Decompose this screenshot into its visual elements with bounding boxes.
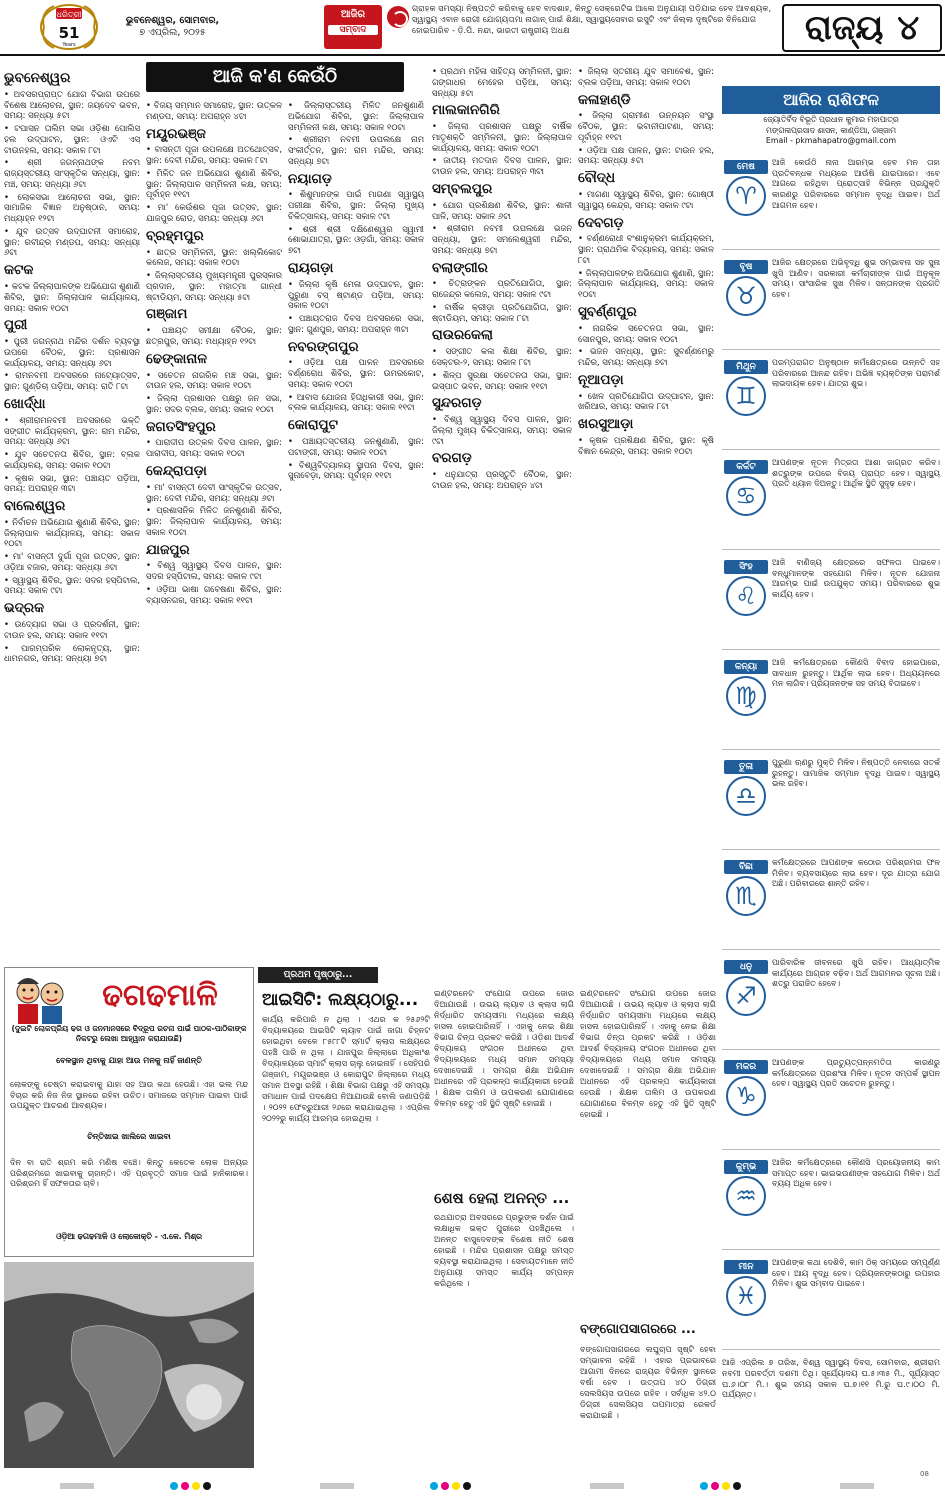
event-item: • ଯୁବ ସଚେତନତା ଶିବିର, ସ୍ଥାନ: ବ୍ଲକ କାର୍ଯ୍ୟାଳୟ, ସମୟ: ସକାଳ ୧୦ଟା	[4, 449, 140, 471]
event-item: • ନାଗରିକ ସଚେତନତା ସଭା, ସ୍ଥାନ: ସୋନପୁର, ସମୟ: ସକାଳ ୧୦ଟା	[578, 323, 714, 345]
event-item: • ଜିଲ୍ଲା କୃଷି ମେଳା ଉଦ୍‌ଘାଟନ, ସ୍ଥାନ: ପୁରୁଣା ବସ୍ ଷ୍ଟାଣ୍ଡ ପଡ଼ିଆ, ସମୟ: ସକାଳ ୧୦ଟା	[288, 279, 424, 311]
city-heading: ବରଗଡ଼	[432, 450, 472, 467]
event-item: • ବିଶ୍ୱ ସ୍ୱାସ୍ଥ୍ୟ ଦିବସ ପାଳନ, ସ୍ଥାନ: ସଦର ହସ୍ପିଟାଲ, ସମୟ: ସକାଳ ୯ଟା	[146, 560, 282, 582]
registration-bar	[590, 1483, 624, 1489]
city-heading: ବାଲେଶ୍ୱର	[4, 498, 66, 514]
city-heading: କଟକ	[4, 262, 34, 279]
sign-name: ମୀନ	[724, 1260, 768, 1274]
city-heading: ମାଲକାନଗିରି	[432, 102, 500, 119]
proverb-heading: ବେଳସ୍ଥାନ ଥିବାକୁ ଯାହା ଆଉ ମନକୁ ନାହିଁ ଜାଣନ୍ତି	[56, 1056, 202, 1065]
zodiac-icon: ♓	[726, 1276, 766, 1316]
event-item: • ବିଶ୍ୱ ସ୍ୱାସ୍ଥ୍ୟ ଦିବସ ପାଳନ, ସ୍ଥାନ: ଜିଲ୍ଲା ମୁଖ୍ୟ ଚିକିତ୍ସାଳୟ, ସମୟ: ସକାଳ ୯ଟା	[432, 414, 572, 446]
horoscope-sign	[722, 656, 940, 750]
event-item: • କୃଷକ ପ୍ରଶିକ୍ଷଣ ଶିବିର, ସ୍ଥାନ: କୃଷି ବିଜ୍ଞାନ କେନ୍ଦ୍ର, ସମୟ: ସକାଳ ୧୦ଟା	[578, 435, 714, 457]
sign-name: ଧନୁ	[724, 960, 768, 974]
satellite-weather-image	[4, 1262, 254, 1468]
event-item: • ଖେଳ ପ୍ରତିଯୋଗିତା ଉଦ୍‌ଘାଟନ, ସ୍ଥାନ: ଖରିଆର, ସମୟ: ସକାଳ ୮ଟା	[578, 391, 714, 413]
city-heading: ବଲାଙ୍ଗୀର	[432, 259, 488, 276]
print-registration-strip	[0, 1474, 945, 1497]
event-item: • ଜିଲ୍ଲାସ୍ତରୀୟ ମୁଖ୍ୟମନ୍ତ୍ରୀ ପୁରସ୍କାର ପ୍ରଦାନ, ସ୍ଥାନ: ମହାତ୍ମା ଗାନ୍ଧୀ ଷ୍ଟାଡିୟମ, ସମୟ: ସନ୍ଧ୍ୟା ୫ଟା	[146, 270, 282, 302]
event-item: • ଶିଳ୍ପ ସୁରକ୍ଷା ସଚେତନତା ସଭା, ସ୍ଥାନ: ଇସ୍ପାତ ଭବନ, ସମୟ: ସକାଳ ୧୧ଟା	[432, 370, 572, 392]
event-item: • ବିଶ୍ୱବିଦ୍ୟାଳୟ ସ୍ଥାପନା ଦିବସ, ସ୍ଥାନ: ସୁନାବେଡ଼ା, ସମୟ: ପୂର୍ବାହ୍ନ ୧୧ଟା	[288, 460, 424, 482]
continued-label: ପ୍ରଥମ ପୃଷ୍ଠାରୁ...	[258, 967, 378, 983]
sign-prediction: ଆପଣଙ୍କ ପ୍ରତ୍ୟୁତ୍ପନ୍ନମତିତା କାରଣରୁ କର୍ମକ୍ଷେତ୍ରରେ ପ୍ରଶଂସା ମିଳିବ। ନୂତନ ସମ୍ପର୍କ ସ୍ଥାପନ ହେବ। ସ୍ୱାସ୍ଥ୍ୟ ପ୍ରତି ସଚେତନ ରୁହନ୍ତୁ।	[772, 1058, 940, 1089]
event-item: • ଅବସରପ୍ରାପ୍ତ ଯୋଗ ବିଭାଗ ଉପରେ ବିଶେଷ ଆଲୋଚନା, ସ୍ଥାନ: ଜୟଦେବ ଭବନ, ସମୟ: ସନ୍ଧ୍ୟା ୫ଟା	[4, 89, 140, 121]
city-heading: ରାଉରକେଲା	[432, 327, 493, 344]
event-item: • ପଞ୍ଚାୟତସ୍ତରୀୟ ଜନଶୁଣାଣି, ସ୍ଥାନ: ପଟାଙ୍ଗୀ, ସମୟ: ସକାଳ ୧୦ଟା	[288, 436, 424, 458]
city-heading: ଦେବଗଡ଼	[578, 214, 624, 231]
story-headline: ଶେଷ ହେଲା ଅନନ୍ତ ...	[434, 1189, 570, 1207]
event-item: • ଯୁବ ଉତ୍ସବ ଉଦ୍‌ଘାଟନୀ ସମାରୋହ, ସ୍ଥାନ: ରବୀନ୍ଦ୍ର ମଣ୍ଡପ, ସମୟ: ସନ୍ଧ୍ୟା ୬ଟା	[4, 226, 140, 258]
story-body: ଇଣ୍ଟରନେଟ ସଂଯୋଗ ଉପରେ ଜୋର ଦିଆଯାଉଛି । ଉଭୟ ଲ୍ୟାବ ଓ କ୍ଲାସ ଲାଗି ନିର୍ଦ୍ଧାରିତ ସମୟସୀମା ମଧ୍ୟରେ ଲକ୍ଷ୍ୟ ହାସଲ ହୋଇପାରିନାହିଁ । ଏହାକୁ ନେଇ ଶିକ୍ଷା ବିଭାଗ ଚିନ୍ତା ପ୍ରକଟ କରିଛି । ଓଡ଼ିଶା ଆଦର୍ଶ ବିଦ୍ୟାଳୟ ସଂଗଠନ ଅଧୀନରେ ଥିବା ବିଦ୍ୟାଳୟରେ ମଧ୍ୟ ସମାନ ସମସ୍ୟା ଦେଖାଦେଇଛି । ସମଗ୍ର ଶିକ୍ଷା ଅଭିଯାନ ଅଧୀନରେ ଏହି ପ୍ରକଳ୍ପ କାର୍ଯ୍ୟକାରୀ ହେଉଛି । ଶିକ୍ଷକ ତାଲିମ ଓ ଉପକରଣ ଯୋଗାଣରେ ବିଳମ୍ବ ହେତୁ ଏହି ସ୍ଥିତି ସୃଷ୍ଟି ହୋଇଛି ।	[580, 988, 716, 1119]
event-item: • ମିଳିତ ଜନ ଅଭିଯୋଗ ଶୁଣାଣି ଶିବିର, ସ୍ଥାନ: ଜିଲ୍ଲାପାଳ ସମ୍ମିଳନୀ କକ୍ଷ, ସମୟ: ପୂର୍ବାହ୍ନ ୧୧ଟା	[146, 168, 282, 200]
event-item: • ଲୋକସଭା ଆଲୋଚନା ସଭା, ସ୍ଥାନ: ସାମାଜିକ ବିଜ୍ଞାନ ଅନୁଷ୍ଠାନ, ସମୟ: ମଧ୍ୟାହ୍ନ ୧୨ଟା	[4, 192, 140, 224]
zodiac-icon: ♉	[726, 276, 766, 316]
city-heading: କୋରାପୁଟ	[288, 417, 339, 434]
city-heading: ଜଗତସିଂହପୁର	[146, 418, 216, 435]
event-item: • ଓଡ଼ିଆ ଭାଷା ଗବେଷଣା ଶିବିର, ସ୍ଥାନ: ବ୍ୟାସନଗର, ସମୟ: ସକାଳ ୧୧ଟା	[146, 584, 282, 606]
city-heading: ବ୍ରହ୍ମପୁର	[146, 227, 204, 244]
event-item: • ଜିଲ୍ଲାପାଳଙ୍କ ଅଭିଯୋଗ ଶୁଣାଣି, ସ୍ଥାନ: ଜିଲ୍ଲାପାଳ କାର୍ଯ୍ୟାଳୟ, ସମୟ: ସକାଳ ୧୦ଟା	[578, 268, 714, 300]
event-item: • ମା' ବାସନ୍ତୀ ଦୁର୍ଗା ପୂଜା ଉତ୍ସବ, ସ୍ଥାନ: ଓଡ଼ିଆ ବଜାର, ସମୟ: ସନ୍ଧ୍ୟା ୬ଟା	[4, 551, 140, 573]
city-heading: ଭଦ୍ରକ	[4, 600, 45, 617]
event-item: • ପ୍ରଥମ ମହିଳା ସାହିତ୍ୟ ସମ୍ମିଳନୀ, ସ୍ଥାନ: ଗଙ୍ଗାଧର ମେହେର ପଡ଼ିଆ, ସମୟ: ସନ୍ଧ୍ୟା ୫ଟା	[432, 66, 572, 98]
story-body: ଇଣ୍ଟରନେଟ ସଂଯୋଗ ଉପରେ ଜୋର ଦିଆଯାଉଛି । ଉଭୟ ଲ୍ୟାବ ଓ କ୍ଲାସ ଲାଗି ନିର୍ଦ୍ଧାରିତ ସମୟସୀମା ମଧ୍ୟରେ ଲକ୍ଷ୍ୟ ହାସଲ ହୋଇପାରିନାହିଁ । ଏହାକୁ ନେଇ ଶିକ୍ଷା ବିଭାଗ ଚିନ୍ତା ପ୍ରକଟ କରିଛି । ଓଡ଼ିଶା ଆଦର୍ଶ ବିଦ୍ୟାଳୟ ସଂଗଠନ ଅଧୀନରେ ଥିବା ବିଦ୍ୟାଳୟରେ ମଧ୍ୟ ସମାନ ସମସ୍ୟା ଦେଖାଦେଇଛି । ସମଗ୍ର ଶିକ୍ଷା ଅଭିଯାନ ଅଧୀନରେ ଏହି ପ୍ରକଳ୍ପ କାର୍ଯ୍ୟକାରୀ ହେଉଛି । ଶିକ୍ଷକ ତାଲିମ ଓ ଉପକରଣ ଯୋଗାଣରେ ବିଳମ୍ବ ହେତୁ ଏହି ସ୍ଥିତି ସୃଷ୍ଟି ହୋଇଛି ।	[434, 988, 574, 1108]
city-heading: ରାୟଗଡ଼ା	[288, 259, 334, 276]
event-item: • ଶିଶୁମାନଙ୍କ ପାଇଁ ମାଗଣା ସ୍ୱାସ୍ଥ୍ୟ ପରୀକ୍ଷା ଶିବିର, ସ୍ଥାନ: ଜିଲ୍ଲା ମୁଖ୍ୟ ଚିକିତ୍ସାଳୟ, ସମୟ: ସକାଳ ୯ଟା	[288, 189, 424, 221]
paper-logo	[324, 5, 382, 49]
svg-text:51: 51	[58, 24, 80, 42]
paper-logo-top: ଆଜିର	[340, 9, 366, 20]
event-item: • ଓଡ଼ିଆ ପକ୍ଷ ପାଳନ, ସ୍ଥାନ: ଟାଉନ ହଲ, ସମୟ: ସନ୍ଧ୍ୟା ୫ଟା	[578, 145, 714, 167]
city-heading: କେନ୍ଦ୍ରାପଡ଼ା	[146, 462, 207, 479]
horoscope-sign	[722, 156, 940, 250]
sign-name: ବୃଷ	[724, 260, 768, 274]
event-item: • ମାଗଣା ସ୍ୱାସ୍ଥ୍ୟ ଶିବିର, ସ୍ଥାନ: ଗୋଷ୍ଠୀ ସ୍ୱାସ୍ଥ୍ୟ କେନ୍ଦ୍ର, ସମୟ: ସକାଳ ୯ଟା	[578, 189, 714, 211]
event-item: • ମା' ବାସନ୍ତୀ ଦେବୀ ସାଂସ୍କୃତିକ ଉତ୍ସବ, ସ୍ଥାନ: ଦେବୀ ମନ୍ଦିର, ସମୟ: ସନ୍ଧ୍ୟା ୬ଟା	[146, 482, 282, 504]
cartoon-faces-icon	[12, 974, 70, 1026]
color-registration-dots	[170, 1482, 211, 1490]
horoscope-sign	[722, 256, 940, 350]
event-item: • ମା' କେଉଁଶର ପୂଜା ଉତ୍ସବ, ସ୍ଥାନ: ଯାଜପୁର ରୋଡ, ସମୟ: ସନ୍ଧ୍ୟା ୬ଟା	[146, 202, 282, 224]
event-item: • ଚିତ୍ରାଙ୍କନ ପ୍ରତିଯୋଗିତା, ସ୍ଥାନ: ରାଜେନ୍ଦ୍ର କଲେଜ, ସମୟ: ସକାଳ ୯ଟା	[432, 278, 572, 300]
events-column	[578, 66, 714, 961]
proverb-text: ଲୋକଙ୍କୁ ଚେଷ୍ଟା କରାଇବାକୁ ଯାହା ସହ ଆଉ କଥା ହେଉଛି। ଏହା ଭଲ ମନ୍ଦ ବିଚାର କରି ନିଜ ନିଜ ସ୍ଥାନରେ ରହିବା ଉଚିତ। ସମାଜରେ ସମ୍ମାନ ପାଇବା ପାଇଁ ଉପଯୁକ୍ତ ଆଚରଣ ଆବଶ୍ୟକ।	[10, 1080, 248, 1111]
event-item: • ପ୍ରଶାସନିକ ମିଳିତ ଜନଶୁଣାଣି ଶିବିର, ସ୍ଥାନ: ଜିଲ୍ଲାପାଳ କାର୍ଯ୍ୟାଳୟ, ସମୟ: ସକାଳ ୧୦ଟା	[146, 505, 282, 537]
sign-name: ମେଷ	[724, 160, 768, 174]
event-item: • କୃଷକ ସଭା, ସ୍ଥାନ: ପଞ୍ଚାୟତ ପଡ଼ିଆ, ସମୟ: ଅପରାହ୍ନ ୩ଟା	[4, 473, 140, 495]
event-item: • ପାରମ୍ପରିକ ଲୋକନୃତ୍ୟ, ସ୍ଥାନ: ଧାମନଗର, ସମୟ: ସନ୍ଧ୍ୟା ୭ଟା	[4, 643, 140, 665]
sign-prediction: ଆପଣଙ୍କ ନୂତନ ମିତ୍ରତା ଆଶା ଜାଗ୍ରତ କରିବ। ଶତ୍ରୁଙ୍କ ଉପରେ ବିଜୟ ପ୍ରାପ୍ତ ହେବ। ସ୍ୱାସ୍ଥ୍ୟ ପ୍ରତି ଧ୍ୟାନ ଦିଅନ୍ତୁ। ଆର୍ଥିକ ସ୍ଥିତି ସୁଦୃଢ଼ ହେବ।	[772, 458, 940, 489]
sign-name: ବିଛା	[724, 860, 768, 874]
zodiac-icon: ♌	[726, 576, 766, 616]
sign-name: କୁମ୍ଭ	[724, 1160, 768, 1174]
event-item: • ଟପାସନ ତାଲିମ ସଭା ଓଡ଼ିଶା ପୋଲିସ ହଲ ଉଦ୍‌ଘାଟନ, ସ୍ଥାନ: ଓଏଟି ଏସ୍ ଟାଉନହଲ, ସମୟ: ସକାଳ ୮ଟା	[4, 123, 140, 155]
zodiac-icon: ♎	[726, 776, 766, 816]
event-item: • ଜିଲ୍ଲା ପ୍ରଶାସନ ପକ୍ଷରୁ ଜନ ସଭା, ସ୍ଥାନ: ସଦର ବ୍ଲକ, ସମୟ: ସକାଳ ୧୦ଟା	[146, 393, 282, 415]
registration-bar	[840, 1483, 874, 1489]
page-code: 08	[920, 1470, 929, 1478]
registration-bar	[320, 1483, 354, 1489]
astrologer-name: ଜ୍ୟୋତିର୍ବିଦ ବିଭୂତି ପ୍ରଧାନ କୁମାର ମହାପାତ୍ର	[763, 115, 899, 124]
event-item: • ବାର୍ଷିକ କ୍ରୀଡ଼ା ପ୍ରତିଯୋଗିତା, ସ୍ଥାନ: ଷ୍ଟାଡିୟମ, ସମୟ: ସକାଳ ୮ଟା	[432, 302, 572, 324]
event-item: • ବିଜୟ ସମ୍ମାନ ସମାରୋହ, ସ୍ଥାନ: ଉତ୍କଳ ମଣ୍ଡପ, ସମୟ: ଅପରାହ୍ନ ୪ଟା	[146, 100, 282, 122]
event-item: • ସଙ୍ଗୀତ କଳା ଶିକ୍ଷା ଶିବିର, ସ୍ଥାନ: ସେକ୍ଟର-୨, ସମୟ: ସକାଳ ୮ଟା	[432, 346, 572, 368]
megaphone-icon	[387, 6, 409, 28]
horoscope-sign	[722, 1256, 940, 1350]
story-body: କାର୍ଯ୍ୟ କରିପାରି ନ ଥିଲା । ଏଥର କ ୨୫୬୨ଟି ବିଦ୍ୟାଳୟରେ ଆଇସିଟି ଲ୍ୟାବ ପାଇଁ ଜାଗା ଚିହ୍ନଟ ହୋଇଥିବା ବେଳେ ୮୫୮୮ଟି ସ୍ମାର୍ଟ କ୍ଲାସ ଲକ୍ଷ୍ୟରେ ପହଞ୍ଚି ପାରି ନ ଥିଲା । ଯାଜପୁର ଜିଲ୍ଲାରେ ଅଧିକାଂଶ ବିଦ୍ୟାଳୟରେ ସ୍ମାର୍ଟ କ୍ଲାସ ଚାଲୁ ହୋଇନାହିଁ । ସେହିପରି ଗଞ୍ଜାମ, ମୟୂରଭଞ୍ଜ ଓ କୋରାପୁଟ ଜିଲ୍ଲାରେ ମଧ୍ୟ ସମାନ ଅବସ୍ଥା ରହିଛି । ଶିକ୍ଷା ବିଭାଗ ପକ୍ଷରୁ ଏହି ସମସ୍ୟା ସମାଧାନ ପାଇଁ ପଦକ୍ଷେପ ନିଆଯାଉଛି ବୋଲି ଜଣାପଡ଼ିଛି । ୨୦୨୨ ଫେବ୍ରୁଆରୀ ୨୬ରେ କରାଯାଇଥିଲା । ଏପ୍ରିଲ ୨୦୨୨ରୁ କାର୍ଯ୍ୟ ଆରମ୍ଭ ହୋଇଥିଲା ।	[262, 1014, 430, 1123]
events-column	[288, 100, 424, 961]
page-header	[0, 0, 945, 56]
anniversary-emblem	[38, 2, 100, 52]
zodiac-icon: ♊	[726, 376, 766, 416]
horoscope-sign	[722, 556, 940, 650]
events-banner: ଆଜି କ'ଣ କେଉଁଠି	[146, 62, 404, 92]
city-heading: ଢେଙ୍କାନାଳ	[146, 350, 207, 367]
sign-prediction: ଆଜିର କ୍ଷେତ୍ରରେ ଅଭିବୃଦ୍ଧି ଶୁଭ ସମ୍ଭାବନା ସହ ସୁନା ଖୁସି ଆଣିବ। ସରକାରୀ କର୍ମଚାରୀଙ୍କ ପାଇଁ ଅନୁକୂଳ ସମୟ। ସାଂସାରିକ ସୁଖ ମିଳିବ। ସନ୍ତାନଙ୍କ ପ୍ରଗତି ହେବ।	[772, 258, 940, 300]
dateline-city: ଭୁବନେଶ୍ୱର, ସୋମବାର,	[125, 14, 220, 26]
city-heading: ନୂଆପଡ଼ା	[578, 371, 624, 388]
horoscope-byline	[722, 115, 940, 151]
sign-prediction: ଆଜିର କର୍ମକ୍ଷେତ୍ରରେ କୌଣସି ପ୍ରୟୋଜନୀୟ କାମ ସମାପ୍ତ ହେବ। ଭାଇଭଉଣୀଙ୍କ ସହଯୋଗ ମିଳିବ। ଅର୍ଥ ବ୍ୟୟ ଅଧିକ ହେବ।	[772, 1158, 940, 1189]
event-item: • ସଚେତନ ନାଗରିକ ମଞ୍ଚ ସଭା, ସ୍ଥାନ: ଟାଉନ ହଲ, ସମୟ: ସକାଳ ୧୦ଟା	[146, 370, 282, 392]
event-item: • ଶ୍ରୀରାମ ନବମୀ ଉପଲକ୍ଷେ ନାମ ସଂକୀର୍ତ୍ତନ, ସ୍ଥାନ: ରାମ ମନ୍ଦିର, ସମୟ: ସନ୍ଧ୍ୟା ୭ଟା	[288, 134, 424, 166]
proverbs-title: ଢଗଢମାଳି	[102, 978, 218, 1013]
event-item: • ଶ୍ରୀରାମନବମୀ ଅବସରରେ ଭକ୍ତି ସଙ୍ଗୀତ କାର୍ଯ୍ୟକ୍ରମ, ସ୍ଥାନ: ରାମ ମନ୍ଦିର, ସମୟ: ସନ୍ଧ୍ୟା ୬ଟା	[4, 415, 140, 447]
event-item: • ପୁରୀ ଜଗନ୍ନାଥ ମନ୍ଦିର ଦର୍ଶନ ବ୍ୟବସ୍ଥା ଉପରେ ବୈଠକ, ସ୍ଥାନ: ପ୍ରଶାସନ କାର୍ଯ୍ୟାଳୟ, ସମୟ: ସନ୍ଧ୍ୟା ୬ଟା	[4, 336, 140, 368]
dateline-date: ୭ ଏପ୍ରିଲ, ୨୦୨୫	[139, 27, 206, 38]
event-item: • ବର୍ଣ୍ଣରୋଧୀ ବଂଶାନୁକ୍ରମ କାର୍ଯ୍ୟକ୍ରମ, ସ୍ଥାନ: ପ୍ରାଥମିକ ବିଦ୍ୟାଳୟ, ସମୟ: ସକାଳ ୮ଟା	[578, 233, 714, 265]
event-item: • ଶ୍ରୀ ଜଗନ୍ନାଥଙ୍କ ନବମ ରାଜ୍ୟସ୍ତରୀୟ ସାଂସ୍କୃତିକ ସନ୍ଧ୍ୟା, ସ୍ଥାନ: ମଞ୍ଚ, ସମୟ: ସନ୍ଧ୍ୟା ୬ଟା	[4, 157, 140, 189]
zodiac-icon: ♍	[726, 676, 766, 716]
horoscope-sign	[722, 856, 940, 950]
city-heading: ଭୁବନେଶ୍ୱର	[4, 70, 71, 86]
sign-prediction: ଆଜି କେଉଁଠି ନାନା ଆରମ୍ଭ ହେବ ମନ ତାହା ପ୍ରତିବନ୍ଧକ ମଧ୍ୟରେ ଆଉଁଷି ଯାଇପାରେ। ଏବେ ଆଗରେ ରହିଥିବା ପ୍ରୋତ୍ସାହି ବିଭିନ୍ନ ପ୍ରଯୁକ୍ତି କାରଣରୁ ପରିବାରରେ ସମ୍ମାନ ବୃଦ୍ଧି ପାଇବ। ଅର୍ଥ ଆଗମନ ହେବ।	[772, 158, 940, 210]
registration-bar	[60, 1483, 94, 1489]
city-heading: ନବରଙ୍ଗପୁର	[288, 338, 359, 355]
event-item: • ଜିଲ୍ଲା ଗ୍ରାମୀଣ ଉନ୍ନୟନ ସଂସ୍ଥା ବୈଠକ, ସ୍ଥାନ: ଭବାନୀପାଟଣା, ସମୟ: ପୂର୍ବାହ୍ନ ୧୧ଟା	[578, 110, 714, 142]
horoscope-sign	[722, 1156, 940, 1250]
proverbs-note: (ଦୁଇଟି ଲୋକପ୍ରିୟ ଢଗ ଓ ଜନମାନସରେ ବିଦ୍ରୂପ ରଚନା ପାଇଁ ପାଠକ-ପାଠିକାଙ୍କ ନିକଟରୁ ଲେଖା ଆହ୍ୱାନ କରାଯାଉଛି)	[11, 1024, 247, 1043]
event-item: • କଟକ ଜିଲ୍ଲାପାଳଙ୍କ ଅଭିଯୋଗ ଶୁଣାଣି ଶିବିର, ସ୍ଥାନ: ଜିଲ୍ଲାପାଳ କାର୍ଯ୍ୟାଳୟ, ସମୟ: ସକାଳ ୧୦ଟା	[4, 281, 140, 313]
event-item: • ଜିଲ୍ଲା ପ୍ରଶାସନ ପକ୍ଷରୁ ବାର୍ଷିକ ମାତୃଶକ୍ତି ସମ୍ମିଳନୀ, ସ୍ଥାନ: ଜିଲ୍ଲାପାଳ କାର୍ଯ୍ୟାଳୟ, ସମୟ: ସକାଳ ୧୦ଟା	[432, 121, 572, 153]
color-registration-dots	[700, 1482, 741, 1490]
horoscope-sign	[722, 756, 940, 850]
paper-logo-sub: ସମ୍ବାଦ	[328, 25, 378, 35]
horoscope-sign	[722, 356, 940, 450]
event-item: • ନିର୍ବାଚନ ଅଭିଯୋଗ ଶୁଣାଣି ଶିବିର, ସ୍ଥାନ: ଜିଲ୍ଲାପାଳ କାର୍ଯ୍ୟାଳୟ, ସମୟ: ସକାଳ ୧୦ଟା	[4, 517, 140, 549]
color-registration-dots	[430, 1482, 471, 1490]
sign-prediction: ପରମ୍ପରାଗତ ଅନୁଷ୍ଠାନ କର୍ମକ୍ଷେତ୍ରରେ ଉନ୍ନତି ସହ ପରିବାରରେ ଆନନ୍ଦ ରହିବ। ଅଭିଜ୍ଞ ବ୍ୟକ୍ତିଙ୍କ ପରାମର୍ଶ ଲାଭଦାୟକ ହେବ। ଯାତ୍ରା ଶୁଭ।	[772, 358, 940, 389]
events-column	[432, 66, 572, 961]
event-item: • ବାସନ୍ତୀ ପୂଜା ଉପଲକ୍ଷେ ଅତଥୋତ୍ସବ, ସ୍ଥାନ: ଦେବୀ ମନ୍ଦିର, ସମୟ: ସକାଳ ୮ଟା	[146, 144, 282, 166]
event-item: • ଛାତ୍ର ସମ୍ମିଳନୀ, ସ୍ଥାନ: ଖଲ୍ଲିକୋଟ କଲେଜ, ସମୟ: ସକାଳ ୧୦ଟା	[146, 247, 282, 269]
page-number: ୪	[897, 8, 920, 48]
city-heading: ମୟୂରଭଞ୍ଜ	[146, 125, 206, 142]
dateline	[100, 4, 245, 50]
event-item: • ଶ୍ରୀ ଶ୍ରୀ ଦକ୍ଷିଣେଶ୍ୱର ସ୍ୱାମୀ ଶୋଭାଯାତ୍ରା, ସ୍ଥାନ: ଓଡ଼ଗାଁ, ସମୟ: ସକାଳ ୭ଟା	[288, 224, 424, 256]
sign-name: କନ୍ୟା	[724, 660, 768, 674]
story-body: ବଙ୍ଗୋପସାଗରରେ ଲଘୁଚାପ ସୃଷ୍ଟି ହେବା ସମ୍ଭାବନା ରହିଛି । ଏହାର ପ୍ରଭାବରେ ଆଗାମୀ ଦିନରେ ରାଜ୍ୟର ବିଭିନ୍ନ ସ୍ଥାନରେ ବର୍ଷା ହେବ । ଉତ୍ତାପ ୪୦ ଡିଗ୍ରୀ ସେଲସିୟସ ଉପରେ ରହିବ । ସର୍ବାଧିକ ୪୨.୦ ଡିଗ୍ରୀ ସେଲସିୟସ ତାପମାତ୍ରା ରେକର୍ଡ କରାଯାଇଛି ।	[580, 1344, 716, 1420]
city-heading: ଗଞ୍ଜାମ	[146, 306, 188, 323]
sign-name: ମକର	[724, 1060, 768, 1074]
sign-name: ତୁଳା	[724, 760, 768, 774]
story-body: ରଥଯାତ୍ରା ଅବସରରେ ପ୍ରଭୁଙ୍କ ଦର୍ଶନ ପାଇଁ ଲକ୍ଷାଧିକ ଭକ୍ତ ପୁରୀରେ ପହଞ୍ଚିଥିଲେ । ଅନନ୍ତ ବାସୁଦେବଙ୍କ ବିଶେଷ ନୀତି ଶେଷ ହୋଇଛି । ମନ୍ଦିର ପ୍ରଶାସନ ପକ୍ଷରୁ ସମସ୍ତ ବ୍ୟବସ୍ଥା କରାଯାଇଥିଲା । ସେବାୟତମାନେ ନୀତି ଅନୁଯାୟୀ ସମସ୍ତ କାର୍ଯ୍ୟ ସମ୍ପନ୍ନ କରିଥିଲେ ।	[434, 1212, 574, 1288]
event-item: • ଆବାସ ଯୋଜନା ହିତାଧିକାରୀ ସଭା, ସ୍ଥାନ: ବ୍ଲକ କାର୍ଯ୍ୟାଳୟ, ସମୟ: ସକାଳ ୧୧ଟା	[288, 392, 424, 414]
event-item: • ସ୍ୱାସ୍ଥ୍ୟ ଶିବିର, ସ୍ଥାନ: ସଦର ହସ୍ପିଟାଲ, ସମୟ: ସକାଳ ୯ଟା	[4, 575, 140, 597]
zodiac-icon: ♋	[726, 476, 766, 516]
city-heading: ବୌଦ୍ଧ	[578, 170, 616, 187]
events-column	[146, 100, 282, 961]
proverb-heading: ଚିନ୍ତିଖାଇ ଖାଲିରେ ଖାଇବା	[87, 1132, 171, 1141]
event-item: • ଯୋଗ ପ୍ରଶିକ୍ଷଣ ଶିବିର, ସ୍ଥାନ: ଶାଳୀ ପାଳି, ସମୟ: ସକାଳ ୬ଟା	[432, 200, 572, 222]
zodiac-icon: ♒	[726, 1176, 766, 1216]
sign-prediction: କର୍ମକ୍ଷେତ୍ରରେ ଆପଣଙ୍କ କଠୋର ପରିଶ୍ରମର ଫଳ ମିଳିବ। ବ୍ୟବସାୟରେ ଲାଭ ହେବ। ଦୂର ଯାତ୍ରା ଯୋଗ ଅଛି। ପରିବାରରେ ଶାନ୍ତି ରହିବ।	[772, 858, 940, 889]
story-headline: ଆଇସିଟି: ଲକ୍ଷ୍ୟଠାରୁ...	[262, 990, 419, 1010]
event-item: • ପଞ୍ଚାୟତରାଜ ଦିବସ ଅବସରରେ ସଭା, ସ୍ଥାନ: ଗୁଣପୁର, ସମୟ: ଅପରାହ୍ନ ୩ଟା	[288, 313, 424, 335]
events-section	[4, 66, 716, 961]
horoscope-banner: ଆଜିର ରାଶିଫଳ	[722, 86, 940, 114]
zodiac-icon: ♏	[726, 876, 766, 916]
event-item: • ଧନୁଯାତ୍ରା ପ୍ରସ୍ତୁତି ବୈଠକ, ସ୍ଥାନ: ଟାଉନ ହଲ, ସମୟ: ଅପରାହ୍ନ ୪ଟା	[432, 469, 572, 491]
section-label	[782, 4, 942, 52]
event-item: • ଜିଲ୍ଲାସ୍ତରୀୟ ମିଳିତ ଜନଶୁଣାଣି ଅଭିଯୋଗ ଶିବିର, ସ୍ଥାନ: ଜିଲ୍ଲାପାଳ ସମ୍ମିଳନୀ କକ୍ଷ, ସମୟ: ସକାଳ ୧୦ଟା	[288, 100, 424, 132]
city-heading: ସୁବର୍ଣ୍ଣପୁର	[578, 303, 637, 320]
sign-prediction: ପାରିବାରିକ ଜୀବନରେ ଖୁସି ରହିବ। ଆଧ୍ୟାତ୍ମିକ କାର୍ଯ୍ୟରେ ଆଗ୍ରହ ବଢ଼ିବ। ଅର୍ଥ ଆଗମନର ସୂଚନା ଅଛି। ଶତ୍ରୁ ପରାଜିତ ହେବେ।	[772, 958, 940, 989]
sign-prediction: ଆଜି ବାଣିଜ୍ୟ କ୍ଷେତ୍ରରେ ସଫଳତା ପାଇବେ। ବନ୍ଧୁମାନଙ୍କ ସହଯୋଗ ମିଳିବ। ନୂତନ ଯୋଜନା ଆରମ୍ଭ ପାଇଁ ଉପଯୁକ୍ତ ସମୟ। ପରିବାରରେ ଶୁଭ କାର୍ଯ୍ୟ ହେବ।	[772, 558, 940, 600]
events-column	[4, 66, 140, 961]
zodiac-icon: ♐	[726, 976, 766, 1016]
horoscope-sign	[722, 456, 940, 550]
city-heading: ସୁନ୍ଦରଗଡ଼	[432, 395, 482, 412]
event-item: • ଭଜନ ସନ୍ଧ୍ୟା, ସ୍ଥାନ: ସୁବର୍ଣ୍ଣମେରୁ ମନ୍ଦିର, ସମୟ: ସନ୍ଧ୍ୟା ୭ଟା	[578, 346, 714, 368]
event-item: • ଜିଲ୍ଲା ସ୍ତରୀୟ ଯୁବ ସମାବେଶ, ସ୍ଥାନ: ବ୍ଲକ ପଡ଼ିଆ, ସମୟ: ସକାଳ ୧୦ଟା	[578, 66, 714, 88]
event-item: • ଓଡ଼ିଆ ପକ୍ଷ ପାଳନ ଅବସରରେ ବର୍ଣ୍ଣରୋଧ ଶିବିର, ସ୍ଥାନ: ଉମରକୋଟ, ସମୟ: ସକାଳ ୧୦ଟା	[288, 357, 424, 389]
story-headline: ବଙ୍ଗୋପସାଗରରେ ...	[580, 1322, 696, 1337]
section-name: ରାଜ୍ୟ	[804, 8, 884, 48]
city-heading: ଖରସୁଆଡ଼ା	[578, 416, 634, 433]
astrologer-address: ମଙ୍ଗଳାପ୍ରସାଦ ଶାସନ, କାଣ୍ଡିଆ, ଗଞ୍ଜାମ	[766, 125, 896, 135]
city-heading: ନୟାଗଡ଼	[288, 170, 332, 187]
horoscope-sign	[722, 1056, 940, 1150]
zodiac-icon: ♑	[726, 1076, 766, 1116]
city-heading: ଖୋର୍ଦ୍ଧା	[4, 395, 46, 412]
sign-name: ସିଂହ	[724, 560, 768, 574]
city-heading: ପୁରୀ	[4, 317, 28, 334]
city-heading: କଳାହାଣ୍ଡି	[578, 91, 631, 108]
city-heading: ସମ୍ବଲପୁର	[432, 180, 493, 197]
city-heading: ଯାଜପୁର	[146, 541, 190, 558]
event-item: • ପଞ୍ଚାୟତ ସମୀକ୍ଷା ବୈଠକ, ସ୍ଥାନ: ଛତ୍ରପୁର, ସମୟ: ମଧ୍ୟାହ୍ନ ୧୨ଟା	[146, 325, 282, 347]
svg-text:Years: Years	[62, 42, 76, 48]
panchang-note: ଆଜି ଏପ୍ରିଲ ୭ ତାରିଖ, ବିଶ୍ୱ ସ୍ୱାସ୍ଥ୍ୟ ଦିବସ, ସୋମବାର, ଶ୍ରୀରାମ ନବମୀ ପରବର୍ତ୍ତୀ ଦଶମୀ ତିଥି। ସୂର୍ଯ୍ୟୋଦୟ ଘ.୫।୩୫ ମି., ସୂର୍ଯ୍ୟାସ୍ତ ଘ.୬।୦୮ ମି.। ଶୁଭ ସମୟ ସକାଳ ଘ.୭।୧୧ ମି.ରୁ ଘ.୯।୦୦ ମି. ପର୍ଯ୍ୟନ୍ତ।	[722, 1358, 940, 1400]
header-quote: ଗ୍ରାହକ ସମସ୍ୟା ନିଷ୍ପତ୍ତି କରିବାକୁ ହେବ ବାଦଶାହ, କିନ୍ତୁ ସେକ୍ରେଟିଭ ଆଲେ ଅନୁଯାୟୀ ପଡ଼ିଯାଇ ହେବ ଆବଶ୍ୟକ, ସ୍ୱାସ୍ଥ୍ୟ ଏବାନ ରୋଗୀ ଯୋଗ୍ୟତାମା ନାଗାନ୍ ପାଇଁ ଶିକ୍ଷା, ସ୍ୱାସ୍ଥ୍ୟସେବାର ଇସୁଟି ଏବଂ ଜିଲ୍ଲା ଦୃଷ୍ଟିରେ ବିନିଯୋଗ ହୋଇପାରିବ - ଡ଼ି.ପି. ନନ୍ଦା, ଭାରତୀ ରାଷ୍ଟ୍ରୀୟ ଅଧକ୍ଷ	[412, 3, 772, 35]
sign-prediction: ପୁରୁଣା ଋଣରୁ ମୁକ୍ତି ମିଳିବ। ନିଷ୍ପତ୍ତି ନେବାରେ ସତର୍କ ରୁହନ୍ତୁ। ସାମାଜିକ ସମ୍ମାନ ବୃଦ୍ଧି ପାଇବ। ସ୍ୱାସ୍ଥ୍ୟ ଭଲ ରହିବ।	[772, 758, 940, 789]
event-item: • ଉଦ୍ୟୋଗ ସଭା ଓ ପ୍ରଦର୍ଶନୀ, ସ୍ଥାନ: ଟାଉନ ହଲ, ସମୟ: ସକାଳ ୧୧ଟା	[4, 619, 140, 641]
event-item: • ଜାତୀୟ ମତଦାନ ଦିବସ ପାଳନ, ସ୍ଥାନ: ଟାଉନ ହଲ, ସମୟ: ଅପରାହ୍ନ ୩ଟା	[432, 155, 572, 177]
sign-prediction: ଆଜି କର୍ମକ୍ଷେତ୍ରରେ କୌଣସି ବିବାଦ ହୋଇପାରେ, ସାବଧାନ ରୁହନ୍ତୁ। ଆର୍ଥିକ ଲାଭ ହେବ। ଅଧ୍ୟୟନରେ ମନ ଲାଗିବ। ପ୍ରିୟଜନଙ୍କ ସହ ସମୟ ବିତାଇବେ।	[772, 658, 940, 689]
event-item: • ପାରାଦୀପ ଉତ୍କଳ ଦିବସ ପାଳନ, ସ୍ଥାନ: ପାରାଦୀପ, ସମୟ: ସକାଳ ୧୦ଟା	[146, 437, 282, 459]
astrologer-email: Email - pkmahapatro@gmail.com	[765, 136, 897, 146]
proverb-credit: ଓଡ଼ିଆ ଢଗଢମାଳି ଓ ଲୋକୋକ୍ତି - ଏ.କେ. ମିଶ୍ର	[56, 1232, 202, 1241]
sign-prediction: ଆପଣଙ୍କ କଥା ଦେଶିବି, କାମ ଠିକ୍ ସମୟରେ ସମ୍ପୂର୍ଣ୍ଣ ହେବ। ଆୟ ବୃଦ୍ଧି ହେବ। ପ୍ରିୟଜନଙ୍କଠାରୁ ଉପହାର ମିଳିବ। ଶୁଭ ସମ୍ବାଦ ପାଇବେ।	[772, 1258, 940, 1289]
event-item: • ରାମନବମୀ ଅବସରରେ ନାଟ୍ୟୋତ୍ସବ, ସ୍ଥାନ: ଗୁଣ୍ଡିଚା ପଡ଼ିଆ, ସମୟ: ରାତି ୮ଟା	[4, 370, 140, 392]
horoscope-sign	[722, 956, 940, 1050]
sign-name: ମିଥୁନ	[724, 360, 768, 374]
sign-name: କର୍କଟ	[724, 460, 768, 474]
svg-text:ଧରିତ୍ରୀ: ଧରିତ୍ରୀ	[56, 10, 82, 19]
zodiac-icon: ♈	[726, 176, 766, 216]
proverb-text: ଦିନ ବା ରାତି ଶ୍ରମ କରି ମଣିଷ ବଞ୍ଚେ। କିନ୍ତୁ କେତେକ ଲୋକ ଅନ୍ୟର ପରିଶ୍ରମରେ ଖାଇବାକୁ ଚାହାନ୍ତି। ଏହି ପ୍ରବୃତ୍ତି ସମାଜ ପାଇଁ ହାନିକାରକ। ପରିଶ୍ରମ ହିଁ ସଫଳତାର ଚାବି।	[10, 1158, 248, 1189]
event-item: • ଶ୍ରୀରାମ ନବମୀ ଉପଲକ୍ଷେ ଭଜନ ସନ୍ଧ୍ୟା, ସ୍ଥାନ: ସମଲେଶ୍ୱରୀ ମନ୍ଦିର, ସମୟ: ସନ୍ଧ୍ୟା ୭ଟା	[432, 223, 572, 255]
